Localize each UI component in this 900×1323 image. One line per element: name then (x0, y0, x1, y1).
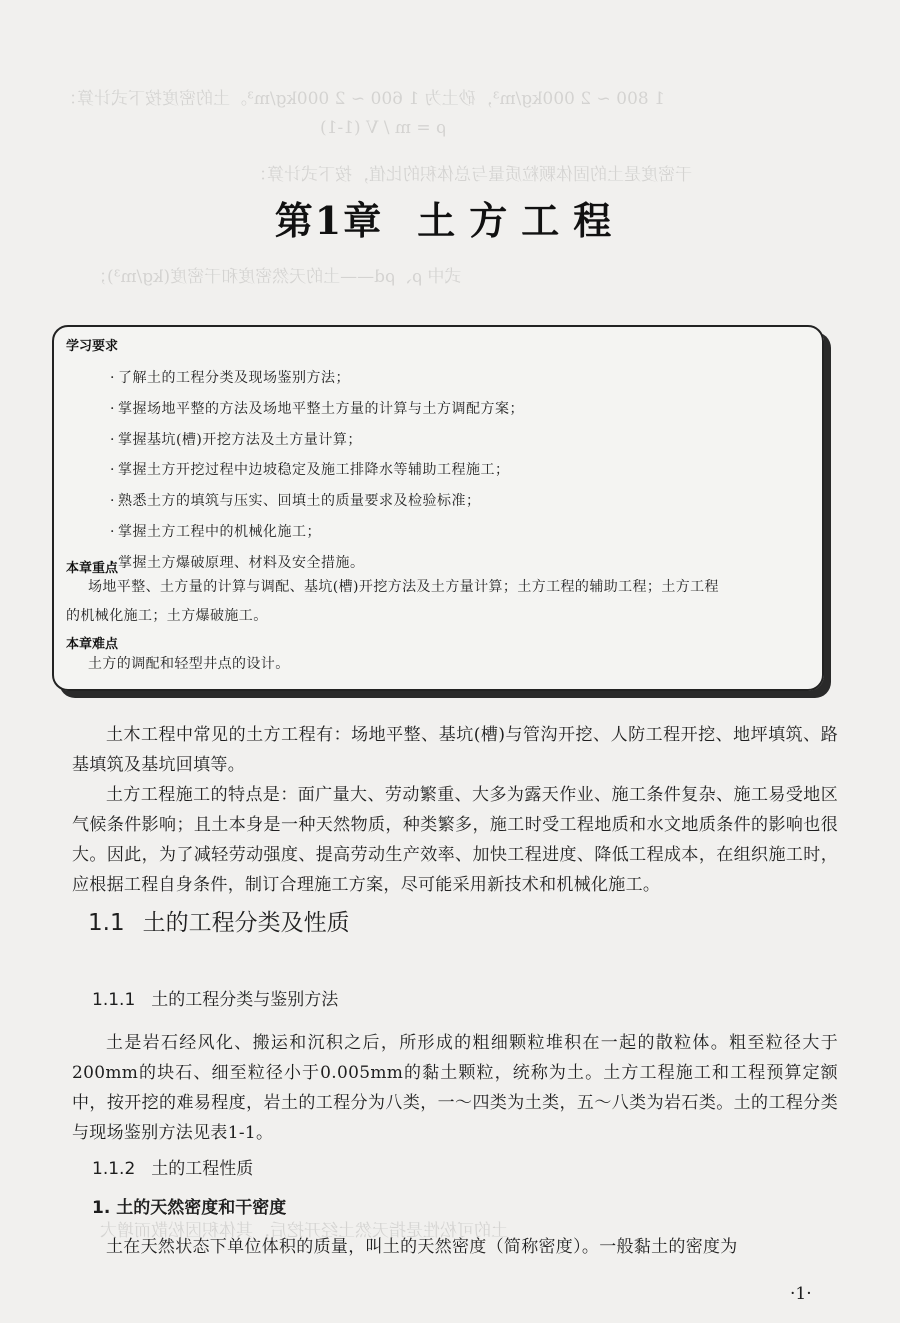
section-title: 土的工程性质 (151, 1159, 254, 1179)
section-number: 1.1.1 (92, 990, 136, 1010)
bleed-line: ρ = m / V (1-1) (320, 118, 447, 138)
section-number: 1.1.2 (92, 1159, 136, 1179)
chapter-title (0, 190, 900, 245)
section-title: 土的工程分类及性质 (142, 910, 350, 936)
bleed-line: 1 800 ~ 2 000kg/m³，砂土为 1 600 ~ 2 000kg/m³。土的密度按下式计算： (60, 89, 665, 109)
requirement-item: · 熟悉土方的填筑与压实、回填土的质量要求及检验标准； (110, 486, 524, 517)
key-points-line2: 的机械化施工；土方爆破施工。 (66, 608, 268, 624)
requirement-item: · 掌握土方开挖过程中边坡稳定及施工排降水等辅助工程施工； (110, 455, 524, 486)
requirements-list (110, 363, 524, 579)
intro-paragraph-1: 土木工程中常见的土方工程有：场地平整、基坑(槽)与管沟开挖、人防工程开挖、地坪填筑、路基填筑及基坑回填等。 (72, 725, 838, 775)
section-heading-1-1-1 (92, 985, 338, 1010)
subsection-heading-density: 1. 土的天然密度和干密度 (92, 1198, 287, 1218)
key-points-line1: 场地平整、土方量的计算与调配、基坑(槽)开挖方法及土方量计算；土方工程的辅助工程；土方工程 (88, 579, 719, 595)
requirement-item: · 掌握土方爆破原理、材料及安全措施。 (110, 548, 524, 579)
requirement-item: · 了解土的工程分类及现场鉴别方法； (110, 363, 524, 394)
density-paragraph: 土在天然状态下单位体积的质量，叫土的天然密度（简称密度）。一般黏土的密度为 (106, 1237, 738, 1257)
difficulties-heading: 本章难点 (66, 637, 119, 652)
chapter-name: 土方工程 (417, 198, 626, 243)
bleed-line: 干密度是土的固体颗粒质量与总体积的比值，按下式计算： (250, 165, 692, 185)
chapter-number: 第1章 (274, 198, 384, 243)
difficulties-text: 土方的调配和轻型井点的设计。 (88, 656, 290, 672)
bleed-line: 土的可松性是指天然土经开挖后，其体积因松散而增大 (100, 1221, 508, 1241)
key-points-heading: 本章重点 (66, 561, 119, 576)
requirements-heading: 学习要求 (66, 339, 119, 354)
section-heading-1-1-2 (92, 1154, 253, 1179)
page-number: ·1· (790, 1284, 812, 1304)
requirement-item: · 掌握基坑(槽)开挖方法及土方量计算； (110, 425, 524, 456)
section-title: 土的工程分类与鉴别方法 (151, 990, 339, 1010)
section-number: 1.1 (88, 910, 125, 936)
soil-classification-paragraph: 土是岩石经风化、搬运和沉积之后，所形成的粗细颗粒堆积在一起的散粒体。粗至粒径大于200mm的块石、细至粒径小于0.005mm的黏土颗粒，统称为土。土方工程施工和工程预算定额中，按开挖的难易程度，岩土的工程分为八类，一～四类为土类，五～八类为岩石类。土的工程分类与现场鉴别方法见表1-1。 (72, 1033, 838, 1143)
section-heading-1-1 (88, 904, 350, 937)
requirement-item: · 掌握场地平整的方法及场地平整土方量的计算与土方调配方案； (110, 394, 524, 425)
requirement-item: · 掌握土方工程中的机械化施工； (110, 517, 524, 548)
study-guide-box (52, 325, 824, 691)
bleed-line: 式中 ρ、ρd——土的天然密度和干密度(kg/m³)； (90, 267, 462, 287)
intro-paragraph-2: 土方工程施工的特点是：面广量大、劳动繁重、大多为露天作业、施工条件复杂、施工易受地区气候条件影响；且土本身是一种天然物质，种类繁多，施工时受工程地质和水文地质条件的影响也很大。因此，为了减轻劳动强度、提高劳动生产效率、加快工程进度、降低工程成本，在组织施工时，应根据工程自身条件，制订合理施工方案，尽可能采用新技术和机械化施工。 (72, 785, 838, 895)
